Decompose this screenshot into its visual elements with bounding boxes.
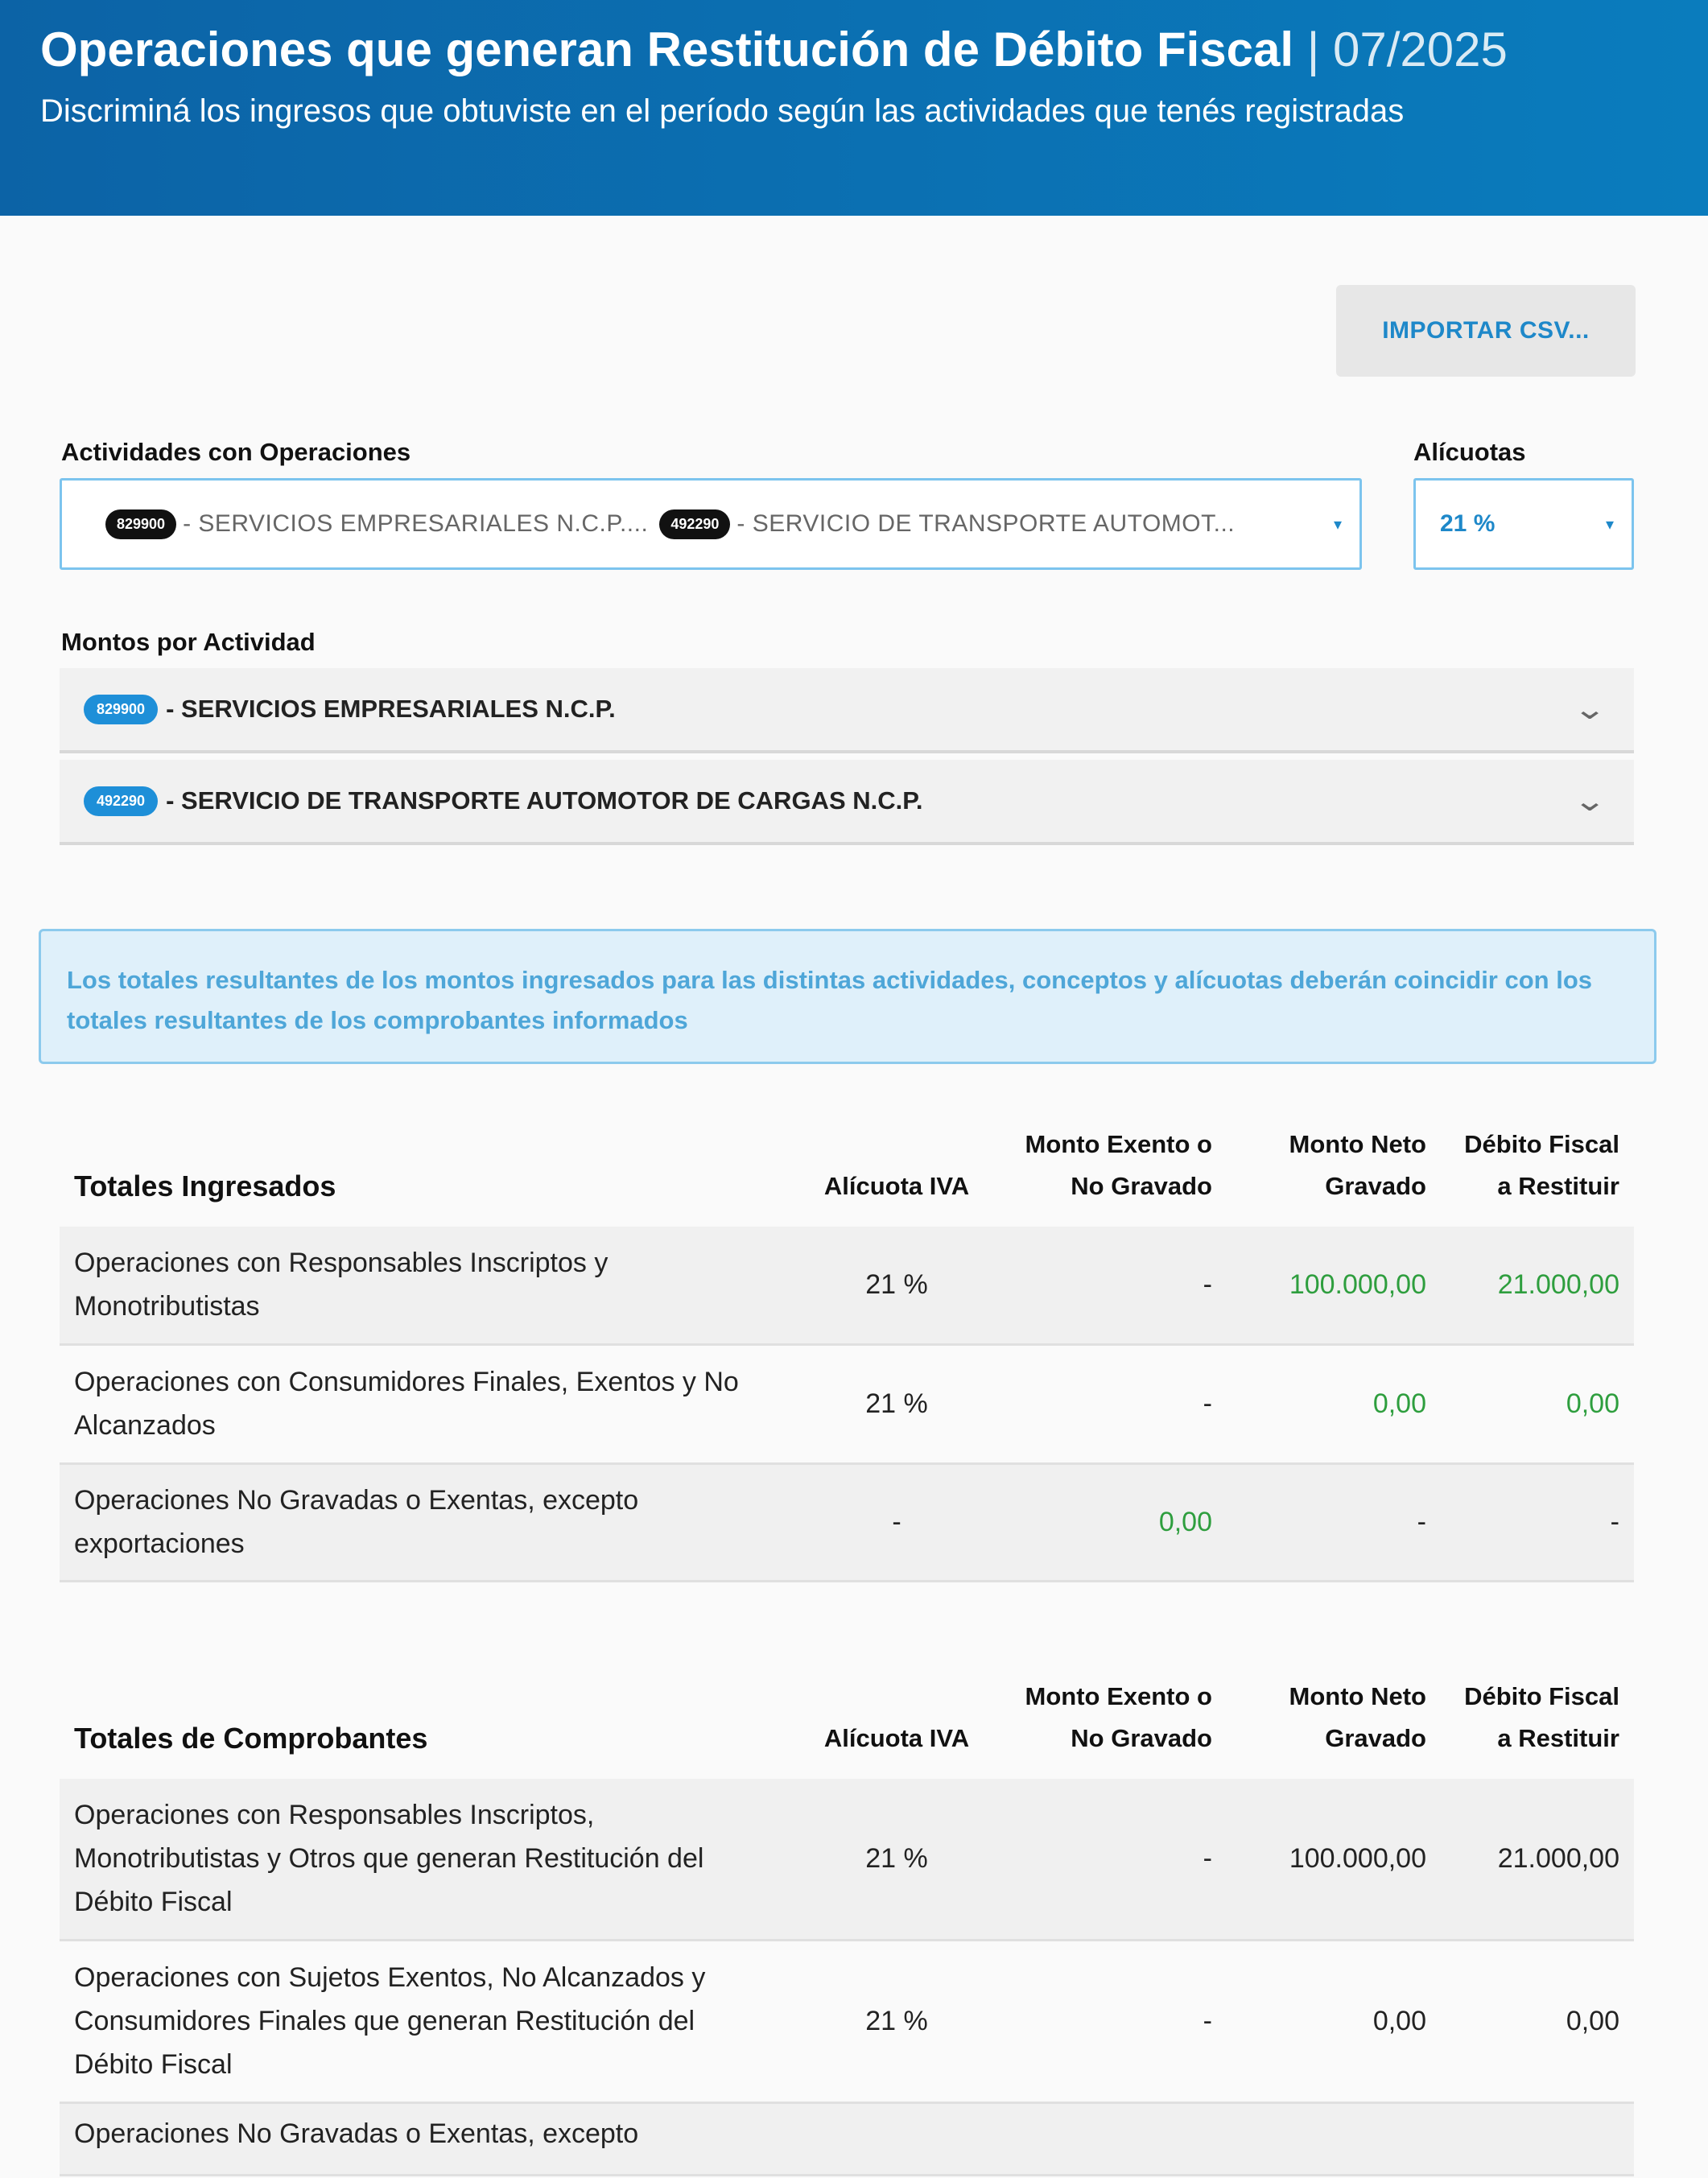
- alicuotas-select[interactable]: [1413, 478, 1634, 570]
- cell-neto[interactable]: 100.000,00: [1227, 1227, 1441, 1344]
- row-label: Operaciones con Consumidores Finales, Exentos y No Alcanzados: [60, 1344, 784, 1463]
- cell-exento: [1009, 2102, 1227, 2175]
- activity-chip-text: - SERVICIOS EMPRESARIALES N.C.P....: [183, 510, 649, 537]
- period-label: 07/2025: [1332, 23, 1508, 76]
- activities-label: Actividades con Operaciones: [61, 438, 411, 466]
- cell-exento: -: [1009, 1344, 1227, 1463]
- cell-exento: -: [1009, 1227, 1227, 1344]
- cell-alicuota: 21 %: [784, 1940, 1009, 2102]
- accordion-activity-492290[interactable]: [60, 760, 1634, 845]
- cell-alicuota: [784, 2102, 1009, 2175]
- row-label: Operaciones con Responsables Inscriptos, Monotributistas y Otros que generan Restitución del Débito Fiscal: [60, 1779, 784, 1940]
- cell-neto: [1227, 2102, 1441, 2175]
- cell-debito: -: [1441, 1463, 1634, 1581]
- activity-chip-text: - SERVICIO DE TRANSPORTE AUTOMOT...: [736, 510, 1236, 537]
- cell-alicuota: -: [784, 1463, 1009, 1581]
- accordion-label: - SERVICIOS EMPRESARIALES N.C.P.: [166, 695, 616, 723]
- table-header-row: [60, 1112, 1634, 1227]
- cell-alicuota: 21 %: [784, 1779, 1009, 1940]
- table-title: Totales de Comprobantes: [74, 1722, 428, 1755]
- dropdown-caret-icon: ▾: [1605, 515, 1614, 534]
- page-subtitle: Discriminá los ingresos que obtuviste en el período según las actividades que tenés registradas: [40, 93, 1405, 129]
- page-title-line: [40, 24, 1668, 76]
- row-label: Operaciones con Sujetos Exentos, No Alcanzados y Consumidores Finales que generan Restitución del Débito Fiscal: [60, 1940, 784, 2102]
- cell-debito[interactable]: 0,00: [1441, 1344, 1634, 1463]
- accordion-label: - SERVICIO DE TRANSPORTE AUTOMOTOR DE CARGAS N.C.P.: [166, 786, 923, 815]
- cell-exento[interactable]: 0,00: [1009, 1463, 1227, 1581]
- cell-debito: 21.000,00: [1441, 1779, 1634, 1940]
- page-header: [0, 0, 1708, 216]
- chevron-down-icon: ⌄: [1572, 692, 1607, 725]
- activity-code-badge: 829900: [84, 695, 158, 724]
- row-label: Operaciones No Gravadas o Exentas, excepto: [60, 2102, 784, 2175]
- table-row: [60, 1227, 1634, 1344]
- montos-label: Montos por Actividad: [61, 628, 316, 656]
- table-row: [60, 2102, 1634, 2175]
- activity-chip-code: 492290: [659, 509, 730, 539]
- table-header-row: [60, 1664, 1634, 1779]
- cell-debito: 0,00: [1441, 1940, 1634, 2102]
- column-header: Monto Exento o No Gravado: [1025, 1682, 1212, 1752]
- activity-chip-code: 829900: [105, 509, 176, 539]
- cell-exento: -: [1009, 1779, 1227, 1940]
- column-header: Monto Neto Gravado: [1289, 1682, 1426, 1752]
- activities-select[interactable]: [60, 478, 1362, 570]
- totales-comprobantes-table: [60, 1664, 1634, 2176]
- table-row: [60, 1463, 1634, 1581]
- table-row: [60, 1779, 1634, 1940]
- cell-alicuota: 21 %: [784, 1227, 1009, 1344]
- accordion-activity-829900[interactable]: [60, 668, 1634, 753]
- column-header: Débito Fiscal a Restituir: [1464, 1682, 1619, 1752]
- row-label: Operaciones con Responsables Inscriptos y Monotributistas: [60, 1227, 784, 1344]
- cell-neto: -: [1227, 1463, 1441, 1581]
- activity-code-badge: 492290: [84, 786, 158, 816]
- row-label: Operaciones No Gravadas o Exentas, excepto exportaciones: [60, 1463, 784, 1581]
- column-header: Débito Fiscal a Restituir: [1464, 1130, 1619, 1200]
- page-title: Operaciones que generan Restitución de Débito Fiscal: [40, 23, 1294, 76]
- cell-exento: -: [1009, 1940, 1227, 2102]
- column-header: Alícuota IVA: [823, 1172, 970, 1200]
- table-row: [60, 1344, 1634, 1463]
- cell-debito: [1441, 2102, 1634, 2175]
- cell-neto[interactable]: 0,00: [1227, 1344, 1441, 1463]
- column-header: Monto Neto Gravado: [1289, 1130, 1426, 1200]
- cell-debito[interactable]: 21.000,00: [1441, 1227, 1634, 1344]
- table-title: Totales Ingresados: [74, 1169, 336, 1202]
- alicuotas-value: 21 %: [1440, 510, 1496, 537]
- chevron-down-icon: ⌄: [1572, 784, 1607, 817]
- column-header: Alícuota IVA: [823, 1724, 970, 1752]
- import-csv-button[interactable]: IMPORTAR CSV...: [1336, 285, 1636, 377]
- column-header: Monto Exento o No Gravado: [1025, 1130, 1212, 1200]
- cell-neto: 0,00: [1227, 1940, 1441, 2102]
- cell-neto: 100.000,00: [1227, 1779, 1441, 1940]
- totales-ingresados-table: [60, 1112, 1634, 1582]
- alicuotas-label: Alícuotas: [1413, 438, 1526, 466]
- info-alert: Los totales resultantes de los montos ingresados para las distintas actividades, conceptos y alícuotas deberán coincidir con los totales resultantes de los comprobantes informados: [39, 929, 1656, 1064]
- dropdown-caret-icon: ▾: [1333, 515, 1342, 534]
- cell-alicuota: 21 %: [784, 1344, 1009, 1463]
- table-row: [60, 1940, 1634, 2102]
- title-separator: |: [1306, 23, 1320, 76]
